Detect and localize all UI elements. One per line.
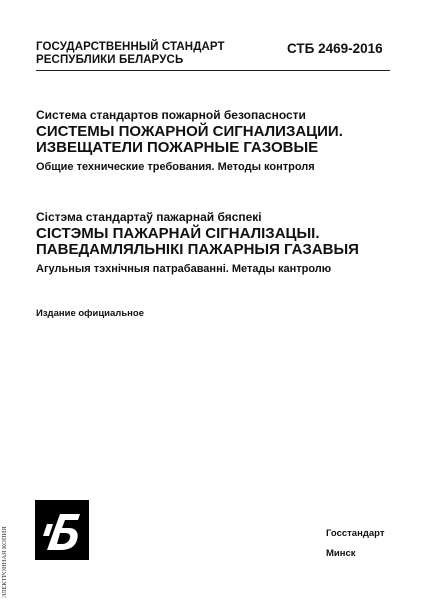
standard-number: СТБ 2469-2016 <box>287 41 383 56</box>
subtitle-by: Агульныя тэхнічныя патрабаванні. Метады кантролю <box>36 263 332 275</box>
gosstandart-logo-icon <box>35 500 89 560</box>
publisher-name: Госстандарт <box>326 528 385 539</box>
main-title-ru-line2: ИЗВЕЩАТЕЛИ ПОЖАРНЫЕ ГАЗОВЫЕ <box>36 139 319 156</box>
side-stamp-text: ЭЛЕКТРОННАЯ КОПИЯ <box>1 526 8 598</box>
series-title-ru: Система стандартов пожарной безопасности <box>36 108 306 122</box>
title-block-belarusian <box>36 210 406 276</box>
header-divider <box>36 70 390 71</box>
header-organization <box>36 41 225 67</box>
header-org-line2: РЕСПУБЛИКИ БЕЛАРУСЬ <box>36 54 184 66</box>
title-block-russian <box>36 108 406 174</box>
subtitle-ru: Общие технические требования. Методы контроля <box>36 161 315 173</box>
series-title-by: Сістэма стандартаў пажарнай бяспекі <box>36 210 262 224</box>
main-title-by-line2: ПАВЕДАМЛЯЛЬНІКІ ПАЖАРНЫЯ ГАЗАВЫЯ <box>36 241 359 258</box>
edition-label: Издание официальное <box>36 308 144 319</box>
main-title-ru-line1: СИСТЕМЫ ПОЖАРНОЙ СИГНАЛИЗАЦИИ. <box>36 123 343 140</box>
main-title-by-line1: СІСТЭМЫ ПАЖАРНАЙ СІГНАЛІЗАЦЫІ. <box>36 225 320 242</box>
header-org-line1: ГОСУДАРСТВЕННЫЙ СТАНДАРТ <box>36 41 225 53</box>
publisher-city: Минск <box>326 548 356 559</box>
